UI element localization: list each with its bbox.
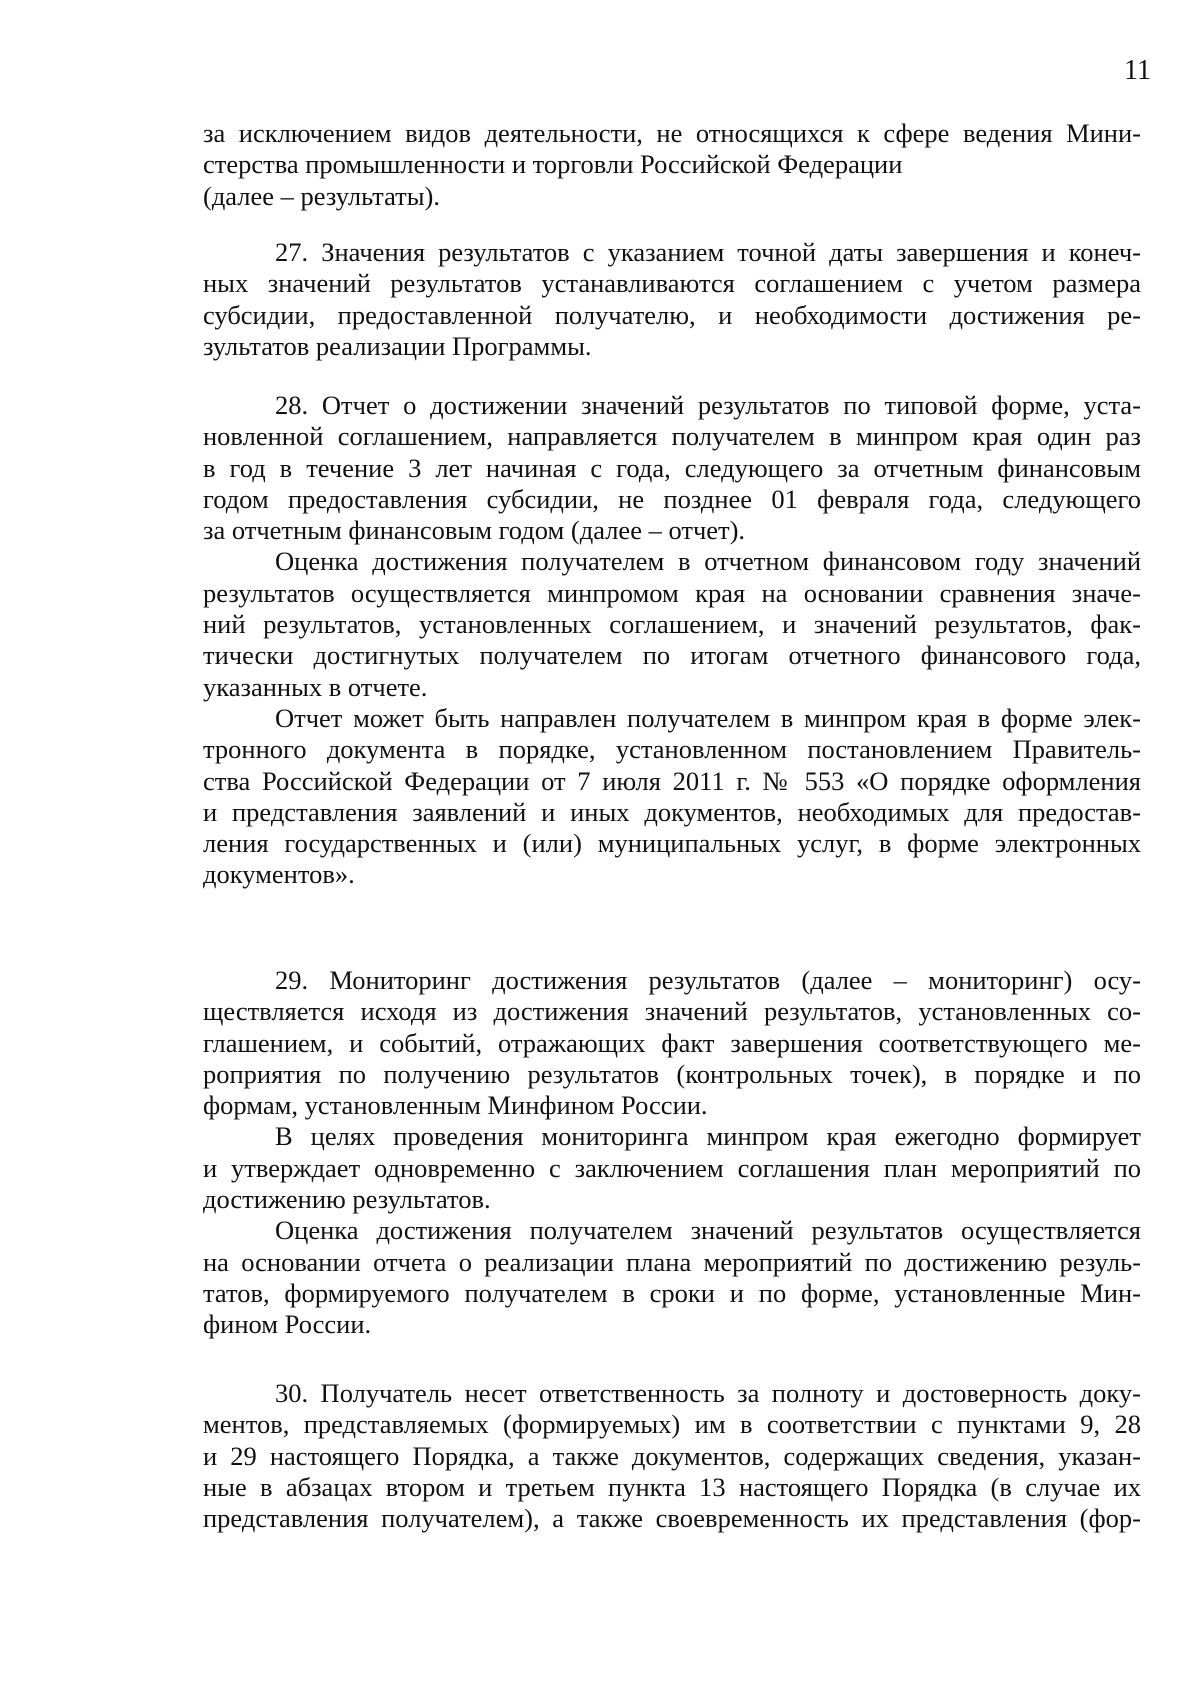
paragraph-continuation <box>203 118 1141 212</box>
text-line: представления получателем), а также своевременность их представления (фор- <box>203 1503 1141 1534</box>
text-line: роприятия по получению результатов (контрольных точек), в порядке и по <box>203 1058 1141 1089</box>
text-line: тронного документа в порядке, установленном постановлением Правитель- <box>203 734 1141 765</box>
text-line: глашением, и событий, отражающих факт завершения соответствующего ме- <box>203 1027 1141 1058</box>
text-line: за отчетным финансовым годом (далее – отчет). <box>203 515 746 546</box>
text-line: В целях проведения мониторинга минпром края ежегодно формирует <box>275 1121 1141 1152</box>
text-line: документов». <box>203 859 355 890</box>
text-line: ментов, представляемых (формируемых) им в соответствии с пунктами 9, 28 <box>203 1409 1141 1440</box>
text-line: Оценка достижения получателем значений результатов осуществляется <box>275 1215 1141 1246</box>
text-line: ществляется исходя из достижения значений результатов, установленных со- <box>203 996 1141 1027</box>
text-line: и 29 настоящего Порядка, а также документов, содержащих сведения, указан- <box>203 1440 1141 1471</box>
text-line: Отчет может быть направлен получателем в минпром края в форме элек- <box>275 702 1141 733</box>
paragraph-29 <box>203 965 1141 1341</box>
text-line: стерства промышленности и торговли Российской Федерации <box>203 149 903 180</box>
text-line: Оценка достижения получателем в отчетном финансовом году значений <box>275 546 1141 577</box>
text-line: и утверждает одновременно с заключением соглашения план мероприятий по <box>203 1152 1141 1183</box>
text-line: достижению результатов. <box>203 1184 491 1215</box>
text-line: ний результатов, установленных соглашением, и значений результатов, фак- <box>203 609 1141 640</box>
text-line: 29. Мониторинг достижения результатов (далее – мониторинг) осу- <box>275 965 1141 995</box>
text-line: указанных в отчете. <box>203 671 428 702</box>
text-line: тически достигнутых получателем по итогам отчетного финансового года, <box>203 640 1141 671</box>
text-line: новленной соглашением, направляется получателем в минпром края один раз <box>203 421 1141 452</box>
text-line: ления государственных и (или) муниципальных услуг, в форме электронных <box>203 828 1141 859</box>
text-line: ные в абзацах втором и третьем пункта 13 настоящего Порядка (в случае их <box>203 1471 1141 1502</box>
text-line: татов, формируемого получателем в сроки и по форме, установленные Мин- <box>203 1277 1141 1308</box>
text-line: и представления заявлений и иных документов, необходимых для предостав- <box>203 796 1141 827</box>
paragraph-30 <box>203 1378 1141 1534</box>
text-line: на основании отчета о реализации плана мероприятий по достижению резуль- <box>203 1246 1141 1277</box>
text-line: ных значений результатов устанавливаются соглашением с учетом размера <box>203 268 1141 299</box>
text-line: годом предоставления субсидии, не позднее 01 февраля года, следующего <box>203 483 1141 514</box>
text-line: 30. Получатель несет ответственность за полноту и достоверность доку- <box>275 1378 1141 1408</box>
text-line: (далее – результаты). <box>203 180 440 211</box>
text-line: фином России. <box>203 1309 372 1340</box>
text-line: ства Российской Федерации от 7 июля 2011 г. № 553 «О порядке оформления <box>203 765 1141 796</box>
text-line: за исключением видов деятельности, не относящихся к сфере ведения Мини- <box>203 118 1141 148</box>
paragraph-28 <box>203 390 1141 891</box>
text-line: результатов осуществляется минпромом края на основании сравнения значе- <box>203 577 1141 608</box>
page-number: 11 <box>1124 55 1151 86</box>
text-line: в год в течение 3 лет начиная с года, следующего за отчетным финансовым <box>203 452 1141 483</box>
text-line: формам, установленным Минфином России. <box>203 1090 708 1121</box>
text-line: субсидии, предоставленной получателю, и необходимости достижения ре- <box>203 299 1141 330</box>
paragraph-27 <box>203 237 1141 362</box>
text-line: 27. Значения результатов с указанием точной даты завершения и конеч- <box>275 237 1141 267</box>
text-line: зультатов реализации Программы. <box>203 330 592 361</box>
text-line: 28. Отчет о достижении значений результатов по типовой форме, уста- <box>275 390 1141 420</box>
